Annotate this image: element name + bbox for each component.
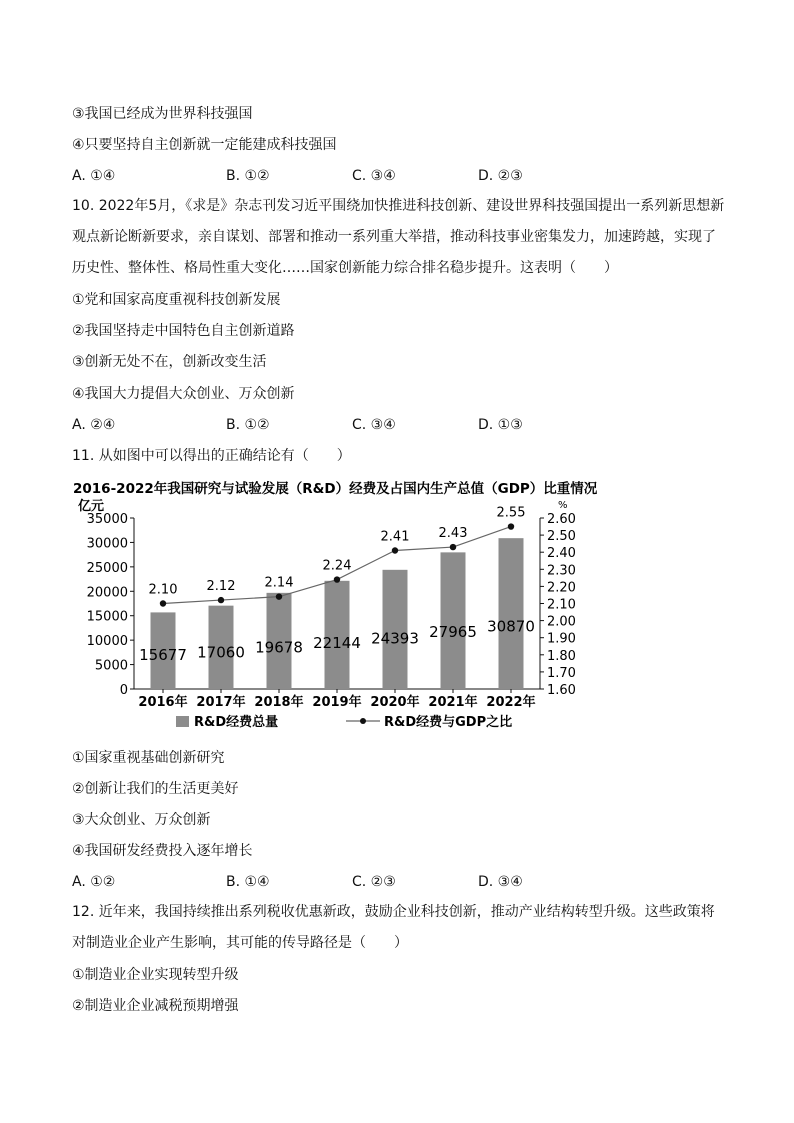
rd-chart xyxy=(70,476,630,738)
x-tick-label: 2017年 xyxy=(196,695,246,710)
q11-option-b: B. ①④ xyxy=(226,874,270,890)
ratio-value-label: 2.24 xyxy=(322,558,352,574)
q11-statement-2: ②创新让我们的生活更美好 xyxy=(72,781,239,797)
bar-value-label: 22144 xyxy=(313,633,361,652)
y-right-tick-label: 2.20 xyxy=(547,580,576,596)
y-left-tick-label: 0 xyxy=(119,683,128,698)
q12-statement-2: ②制造业企业减税预期增强 xyxy=(72,998,239,1014)
q10-option-c: C. ③④ xyxy=(352,417,396,433)
bar-value-label: 27965 xyxy=(429,623,477,642)
y-right-tick-label: 2.60 xyxy=(547,512,576,527)
option-b: B. ①② xyxy=(226,168,270,184)
q10-option-b: B. ①② xyxy=(226,417,270,433)
q10-statement-3: ③创新无处不在，创新改变生活 xyxy=(72,354,267,370)
statement-3: ③我国已经成为世界科技强国 xyxy=(72,106,253,122)
ratio-marker xyxy=(276,593,282,599)
y-right-tick-label: 2.50 xyxy=(547,529,576,545)
legend-bar-swatch xyxy=(176,716,189,727)
ratio-value-label: 2.55 xyxy=(496,505,526,521)
q11-statement-1: ①国家重视基础创新研究 xyxy=(72,750,225,766)
x-tick-label: 2022年 xyxy=(486,695,536,710)
legend-bar-label: R&D经费总量 xyxy=(194,715,279,730)
chart-title: 2016-2022年我国研究与试验发展（R&D）经费及占国内生产总值（GDP）比重情况 xyxy=(73,481,598,497)
x-tick-label: 2020年 xyxy=(370,695,420,710)
q10-statement-2: ②我国坚持走中国特色自主创新道路 xyxy=(72,323,295,339)
ratio-marker xyxy=(392,547,398,553)
x-tick-label: 2019年 xyxy=(312,695,362,710)
y-left-tick-label: 5000 xyxy=(94,658,128,674)
ratio-marker xyxy=(160,600,166,606)
y-right-tick-label: 2.10 xyxy=(547,597,576,613)
q12-statement-1: ①制造业企业实现转型升级 xyxy=(72,967,239,983)
question-10-stem: 10. 2022年5月，《求是》杂志刊发习近平围绕加快推进科技创新、建设世界科技强国提出一系列新思想新观点新论断新要求，亲自谋划、部署和推动一系列重大举措，推动科技事业密集发力，加速跨越，实现了历史性、整体性、格局性重大变化……国家创新能力综合排名稳步提升。这表明（ ） xyxy=(72,198,725,276)
y-right-tick-label: 2.00 xyxy=(547,614,576,630)
q11-option-d: D. ③④ xyxy=(478,874,523,890)
y-left-tick-label: 20000 xyxy=(86,585,128,601)
bar xyxy=(441,552,466,689)
y-right-unit: % xyxy=(558,500,568,511)
question-12-stem: 12. 近年来，我国持续推出系列税收优惠新政，鼓励企业科技创新，推动产业结构转型升级。这些政策将对制造业企业产生影响，其可能的传导路径是（ ） xyxy=(72,904,715,951)
bar-value-label: 19678 xyxy=(255,638,303,657)
y-right-tick-label: 2.30 xyxy=(547,563,576,579)
ratio-marker xyxy=(450,544,456,550)
bar-value-label: 15677 xyxy=(139,645,187,664)
y-left-tick-label: 15000 xyxy=(86,609,128,625)
y-left-tick-label: 30000 xyxy=(86,536,128,552)
y-left-tick-label: 35000 xyxy=(86,512,128,527)
q10-statement-4: ④我国大力提倡大众创业、万众创新 xyxy=(72,386,295,402)
y-right-tick-label: 1.90 xyxy=(547,631,576,647)
q10-option-d: D. ①③ xyxy=(478,417,523,433)
bar-value-label: 30870 xyxy=(487,617,535,636)
legend-line-marker xyxy=(360,718,366,724)
ratio-marker xyxy=(508,523,514,529)
legend-line-label: R&D经费与GDP之比 xyxy=(384,715,513,730)
y-right-tick-label: 2.40 xyxy=(547,546,576,562)
question-11-stem: 11. 从如图中可以得出的正确结论有（ ） xyxy=(72,448,351,464)
y-left-tick-label: 10000 xyxy=(86,634,128,650)
option-a: A. ①④ xyxy=(72,168,116,184)
ratio-value-label: 2.41 xyxy=(380,529,410,545)
ratio-value-label: 2.10 xyxy=(148,582,178,598)
y-left-unit: 亿元 xyxy=(78,499,105,514)
ratio-marker xyxy=(218,597,224,603)
ratio-value-label: 2.14 xyxy=(264,575,294,591)
statement-4: ④只要坚持自主创新就一定能建成科技强国 xyxy=(72,137,337,153)
y-right-tick-label: 1.70 xyxy=(547,665,576,681)
q10-statement-1: ①党和国家高度重视科技创新发展 xyxy=(72,292,281,308)
option-c: C. ③④ xyxy=(352,168,396,184)
y-right-tick-label: 1.80 xyxy=(547,648,576,664)
x-tick-label: 2018年 xyxy=(254,695,304,710)
bar-value-label: 17060 xyxy=(197,643,245,662)
bar xyxy=(499,538,524,689)
x-tick-label: 2021年 xyxy=(428,695,478,710)
option-d: D. ②③ xyxy=(478,168,523,184)
y-right-tick-label: 1.60 xyxy=(547,683,576,698)
q11-statement-4: ④我国研发经费投入逐年增长 xyxy=(72,843,253,859)
ratio-value-label: 2.43 xyxy=(438,526,468,542)
q11-option-c: C. ②③ xyxy=(352,874,396,890)
q11-option-a: A. ①② xyxy=(72,874,116,890)
rd-chart-svg xyxy=(70,476,630,738)
ratio-value-label: 2.12 xyxy=(206,579,236,595)
ratio-marker xyxy=(334,576,340,582)
x-tick-label: 2016年 xyxy=(138,695,188,710)
bar-value-label: 24393 xyxy=(371,629,419,648)
q10-option-a: A. ②④ xyxy=(72,417,116,433)
y-left-tick-label: 25000 xyxy=(86,560,128,576)
q11-statement-3: ③大众创业、万众创新 xyxy=(72,812,211,828)
